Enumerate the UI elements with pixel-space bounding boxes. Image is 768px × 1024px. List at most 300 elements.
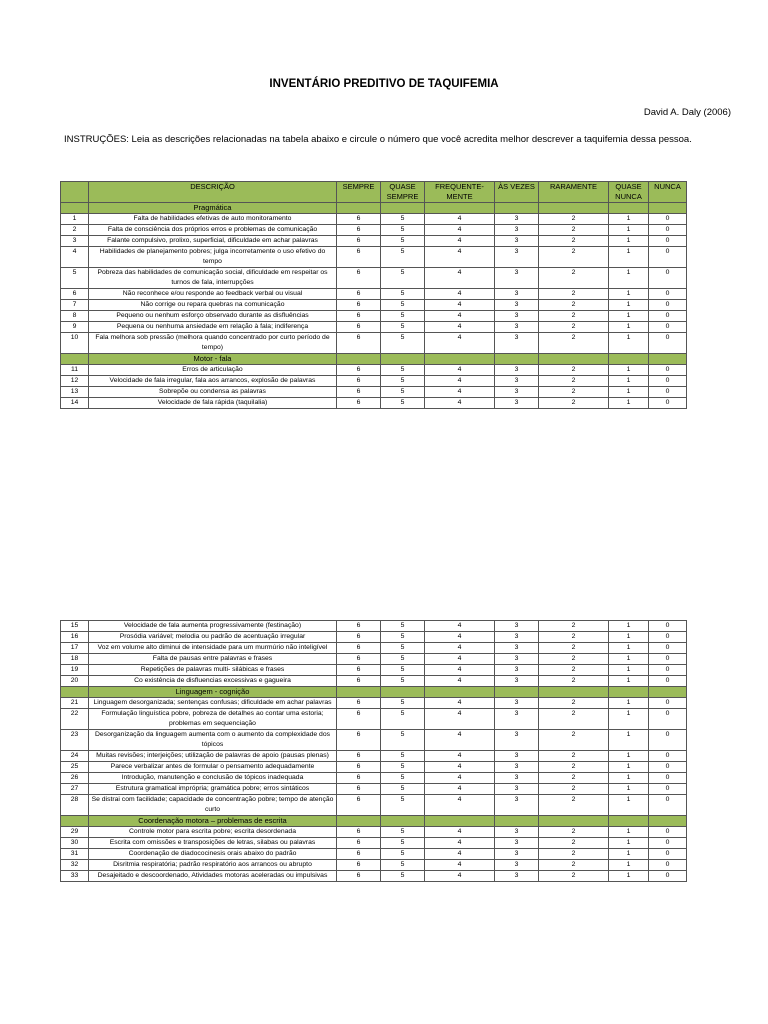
score-option[interactable]: 3 <box>495 643 539 654</box>
score-option[interactable]: 2 <box>539 214 609 225</box>
score-option[interactable]: 4 <box>425 698 495 709</box>
score-option[interactable]: 0 <box>649 225 687 236</box>
item-description: Co existência de disfluencias excessivas e gagueira <box>89 676 337 687</box>
score-option[interactable]: 3 <box>495 365 539 376</box>
score-option[interactable]: 0 <box>649 289 687 300</box>
score-option[interactable]: 6 <box>337 762 381 773</box>
score-option[interactable]: 5 <box>381 365 425 376</box>
score-option[interactable]: 3 <box>495 762 539 773</box>
score-option[interactable]: 0 <box>649 300 687 311</box>
score-option[interactable]: 6 <box>337 398 381 409</box>
score-option[interactable]: 0 <box>649 376 687 387</box>
score-option[interactable]: 5 <box>381 376 425 387</box>
table-row <box>61 289 687 300</box>
score-option[interactable]: 2 <box>539 654 609 665</box>
score-option[interactable]: 3 <box>495 632 539 643</box>
score-option[interactable]: 0 <box>649 676 687 687</box>
score-option[interactable]: 2 <box>539 676 609 687</box>
score-option[interactable]: 1 <box>609 621 649 632</box>
score-option[interactable]: 2 <box>539 376 609 387</box>
score-option[interactable]: 4 <box>425 751 495 762</box>
score-option[interactable]: 0 <box>649 311 687 322</box>
score-option[interactable]: 5 <box>381 730 425 751</box>
item-number: 25 <box>61 762 89 773</box>
section-spacer <box>381 816 425 827</box>
score-option[interactable]: 0 <box>649 709 687 730</box>
score-option[interactable]: 2 <box>539 333 609 354</box>
table-row <box>61 709 687 730</box>
score-option[interactable]: 0 <box>649 730 687 751</box>
score-option[interactable]: 6 <box>337 247 381 268</box>
score-option[interactable]: 0 <box>649 698 687 709</box>
score-option[interactable]: 6 <box>337 300 381 311</box>
score-option[interactable]: 3 <box>495 784 539 795</box>
item-description: Repetições de palavras multi- silábicas e frases <box>89 665 337 676</box>
table-row <box>61 300 687 311</box>
score-option[interactable]: 0 <box>649 762 687 773</box>
score-option[interactable]: 4 <box>425 376 495 387</box>
section-label: Motor - fala <box>89 354 337 365</box>
item-description: Desorganização da linguagem aumenta com o aumento da complexidade dos tópicos <box>89 730 337 751</box>
score-option[interactable]: 0 <box>649 838 687 849</box>
score-option[interactable]: 2 <box>539 773 609 784</box>
score-option[interactable]: 4 <box>425 860 495 871</box>
score-option[interactable]: 6 <box>337 214 381 225</box>
item-number: 23 <box>61 730 89 751</box>
item-number: 32 <box>61 860 89 871</box>
score-option[interactable]: 0 <box>649 322 687 333</box>
score-option[interactable]: 6 <box>337 751 381 762</box>
score-option[interactable]: 1 <box>609 376 649 387</box>
score-option[interactable]: 5 <box>381 773 425 784</box>
table-row <box>61 676 687 687</box>
score-option[interactable]: 2 <box>539 621 609 632</box>
score-option[interactable]: 1 <box>609 849 649 860</box>
score-option[interactable]: 6 <box>337 365 381 376</box>
table-row <box>61 225 687 236</box>
score-option[interactable]: 3 <box>495 236 539 247</box>
item-number: 33 <box>61 871 89 882</box>
section-label: Pragmática <box>89 203 337 214</box>
score-option[interactable]: 4 <box>425 214 495 225</box>
score-option[interactable]: 4 <box>425 827 495 838</box>
score-option[interactable]: 4 <box>425 709 495 730</box>
score-option[interactable]: 6 <box>337 643 381 654</box>
score-option[interactable]: 1 <box>609 643 649 654</box>
score-option[interactable]: 4 <box>425 784 495 795</box>
score-option[interactable]: 1 <box>609 871 649 882</box>
table-row <box>61 643 687 654</box>
score-option[interactable]: 5 <box>381 621 425 632</box>
score-option[interactable]: 6 <box>337 698 381 709</box>
section-spacer <box>61 354 89 365</box>
score-option[interactable]: 5 <box>381 236 425 247</box>
score-option[interactable]: 2 <box>539 784 609 795</box>
score-option[interactable]: 1 <box>609 654 649 665</box>
item-number: 1 <box>61 214 89 225</box>
item-description: Sobrepõe ou condensa as palavras <box>89 387 337 398</box>
score-option[interactable]: 0 <box>649 214 687 225</box>
item-number: 29 <box>61 827 89 838</box>
score-option[interactable]: 2 <box>539 698 609 709</box>
score-option[interactable]: 5 <box>381 398 425 409</box>
score-option[interactable]: 1 <box>609 365 649 376</box>
section-spacer <box>337 687 381 698</box>
score-option[interactable]: 0 <box>649 654 687 665</box>
score-option[interactable]: 3 <box>495 214 539 225</box>
score-option[interactable]: 4 <box>425 795 495 816</box>
score-option[interactable]: 0 <box>649 795 687 816</box>
item-description: Se distrai com facilidade; capacidade de concentração pobre; tempo de atenção curto <box>89 795 337 816</box>
score-option[interactable]: 3 <box>495 838 539 849</box>
item-description: Falta de habilidades efetivas de auto monitoramento <box>89 214 337 225</box>
score-option[interactable]: 6 <box>337 289 381 300</box>
score-option[interactable]: 6 <box>337 654 381 665</box>
score-option[interactable]: 6 <box>337 709 381 730</box>
section-spacer <box>609 816 649 827</box>
score-option[interactable]: 0 <box>649 365 687 376</box>
score-option[interactable]: 2 <box>539 398 609 409</box>
score-option[interactable]: 2 <box>539 871 609 882</box>
score-option[interactable]: 1 <box>609 860 649 871</box>
score-option[interactable]: 0 <box>649 236 687 247</box>
score-option[interactable]: 1 <box>609 709 649 730</box>
score-option[interactable]: 6 <box>337 730 381 751</box>
score-option[interactable]: 0 <box>649 643 687 654</box>
score-option[interactable]: 0 <box>649 665 687 676</box>
item-description: Introdução, manutenção e conclusão de tópicos inadequada <box>89 773 337 784</box>
score-option[interactable]: 1 <box>609 247 649 268</box>
score-option[interactable]: 2 <box>539 300 609 311</box>
item-description: Controle motor para escrita pobre; escrita desordenada <box>89 827 337 838</box>
score-option[interactable]: 3 <box>495 398 539 409</box>
score-option[interactable]: 2 <box>539 289 609 300</box>
score-option[interactable]: 4 <box>425 665 495 676</box>
score-option[interactable]: 3 <box>495 247 539 268</box>
score-option[interactable]: 1 <box>609 387 649 398</box>
score-option[interactable]: 6 <box>337 322 381 333</box>
score-option[interactable]: 4 <box>425 300 495 311</box>
score-option[interactable]: 6 <box>337 387 381 398</box>
score-option[interactable]: 0 <box>649 632 687 643</box>
inventory-table-part-2 <box>60 620 687 882</box>
section-label: Linguagem - cognição <box>89 687 337 698</box>
score-option[interactable]: 6 <box>337 871 381 882</box>
score-option[interactable]: 1 <box>609 214 649 225</box>
score-option[interactable]: 2 <box>539 387 609 398</box>
score-option[interactable]: 4 <box>425 225 495 236</box>
score-option[interactable]: 1 <box>609 665 649 676</box>
score-option[interactable]: 2 <box>539 751 609 762</box>
section-spacer <box>649 816 687 827</box>
score-option[interactable]: 4 <box>425 322 495 333</box>
score-option[interactable]: 6 <box>337 784 381 795</box>
score-option[interactable]: 4 <box>425 871 495 882</box>
score-option[interactable]: 3 <box>495 676 539 687</box>
item-description: Formulação linguística pobre, pobreza de detalhes ao contar uma estoria; problemas em sequenciação <box>89 709 337 730</box>
section-spacer <box>609 354 649 365</box>
section-spacer <box>649 203 687 214</box>
score-option[interactable]: 6 <box>337 773 381 784</box>
score-option[interactable]: 5 <box>381 838 425 849</box>
score-option[interactable]: 1 <box>609 676 649 687</box>
score-option[interactable]: 2 <box>539 632 609 643</box>
score-option[interactable]: 1 <box>609 762 649 773</box>
item-number: 18 <box>61 654 89 665</box>
score-option[interactable]: 1 <box>609 632 649 643</box>
score-option[interactable]: 1 <box>609 333 649 354</box>
score-option[interactable]: 0 <box>649 751 687 762</box>
score-option[interactable]: 3 <box>495 311 539 322</box>
score-option[interactable]: 4 <box>425 247 495 268</box>
score-option[interactable]: 1 <box>609 289 649 300</box>
table-row <box>61 322 687 333</box>
score-option[interactable]: 5 <box>381 225 425 236</box>
score-option[interactable]: 2 <box>539 365 609 376</box>
score-option[interactable]: 1 <box>609 784 649 795</box>
score-option[interactable]: 4 <box>425 654 495 665</box>
score-option[interactable]: 6 <box>337 795 381 816</box>
score-option[interactable]: 3 <box>495 698 539 709</box>
score-option[interactable]: 3 <box>495 300 539 311</box>
score-option[interactable]: 3 <box>495 654 539 665</box>
score-option[interactable]: 5 <box>381 214 425 225</box>
table-row <box>61 795 687 816</box>
score-option[interactable]: 4 <box>425 289 495 300</box>
score-option[interactable]: 2 <box>539 827 609 838</box>
score-option[interactable]: 3 <box>495 795 539 816</box>
score-option[interactable]: 3 <box>495 289 539 300</box>
score-option[interactable]: 5 <box>381 751 425 762</box>
score-option[interactable]: 6 <box>337 838 381 849</box>
score-option[interactable]: 5 <box>381 709 425 730</box>
score-option[interactable]: 4 <box>425 773 495 784</box>
score-option[interactable]: 0 <box>649 247 687 268</box>
score-option[interactable]: 5 <box>381 333 425 354</box>
score-option[interactable]: 4 <box>425 365 495 376</box>
section-spacer <box>381 203 425 214</box>
score-option[interactable]: 5 <box>381 698 425 709</box>
score-option[interactable]: 6 <box>337 860 381 871</box>
item-number: 28 <box>61 795 89 816</box>
table-header-row <box>61 182 687 203</box>
section-spacer <box>381 687 425 698</box>
section-spacer <box>425 203 495 214</box>
score-option[interactable]: 0 <box>649 333 687 354</box>
score-option[interactable]: 0 <box>649 398 687 409</box>
score-option[interactable]: 1 <box>609 398 649 409</box>
score-option[interactable]: 3 <box>495 730 539 751</box>
score-option[interactable]: 5 <box>381 676 425 687</box>
score-option[interactable]: 6 <box>337 676 381 687</box>
score-option[interactable]: 3 <box>495 376 539 387</box>
score-option[interactable]: 5 <box>381 784 425 795</box>
score-option[interactable]: 0 <box>649 849 687 860</box>
score-option[interactable]: 0 <box>649 871 687 882</box>
score-option[interactable]: 1 <box>609 225 649 236</box>
score-option[interactable]: 5 <box>381 643 425 654</box>
table-row <box>61 654 687 665</box>
score-option[interactable]: 5 <box>381 871 425 882</box>
score-option[interactable]: 2 <box>539 709 609 730</box>
score-option[interactable]: 2 <box>539 795 609 816</box>
score-option[interactable]: 6 <box>337 665 381 676</box>
score-option[interactable]: 4 <box>425 621 495 632</box>
header-sempre: SEMPRE <box>337 182 381 203</box>
header-nunca: NUNCA <box>649 182 687 203</box>
score-option[interactable]: 6 <box>337 268 381 289</box>
score-option[interactable]: 3 <box>495 387 539 398</box>
item-number: 20 <box>61 676 89 687</box>
score-option[interactable]: 3 <box>495 871 539 882</box>
score-option[interactable]: 4 <box>425 643 495 654</box>
table-row <box>61 268 687 289</box>
score-option[interactable]: 5 <box>381 849 425 860</box>
score-option[interactable]: 6 <box>337 311 381 322</box>
section-spacer <box>609 203 649 214</box>
score-option[interactable]: 0 <box>649 784 687 795</box>
table-row <box>61 871 687 882</box>
score-option[interactable]: 4 <box>425 236 495 247</box>
score-option[interactable]: 1 <box>609 311 649 322</box>
score-option[interactable]: 4 <box>425 676 495 687</box>
score-option[interactable]: 4 <box>425 268 495 289</box>
score-option[interactable]: 0 <box>649 773 687 784</box>
score-option[interactable]: 0 <box>649 268 687 289</box>
score-option[interactable]: 6 <box>337 827 381 838</box>
score-option[interactable]: 0 <box>649 827 687 838</box>
score-option[interactable]: 4 <box>425 398 495 409</box>
score-option[interactable]: 1 <box>609 322 649 333</box>
table-row <box>61 665 687 676</box>
table-row <box>61 784 687 795</box>
score-option[interactable]: 3 <box>495 709 539 730</box>
table-row <box>61 247 687 268</box>
score-option[interactable]: 5 <box>381 665 425 676</box>
score-option[interactable]: 3 <box>495 849 539 860</box>
score-option[interactable]: 1 <box>609 698 649 709</box>
score-option[interactable]: 2 <box>539 730 609 751</box>
table-row <box>61 621 687 632</box>
score-option[interactable]: 1 <box>609 751 649 762</box>
score-option[interactable]: 6 <box>337 333 381 354</box>
score-option[interactable]: 6 <box>337 376 381 387</box>
score-option[interactable]: 0 <box>649 387 687 398</box>
score-option[interactable]: 5 <box>381 322 425 333</box>
score-option[interactable]: 2 <box>539 838 609 849</box>
item-number: 6 <box>61 289 89 300</box>
score-option[interactable]: 1 <box>609 827 649 838</box>
score-option[interactable]: 2 <box>539 665 609 676</box>
table-row <box>61 333 687 354</box>
score-option[interactable]: 3 <box>495 827 539 838</box>
score-option[interactable]: 5 <box>381 860 425 871</box>
score-option[interactable]: 3 <box>495 225 539 236</box>
score-option[interactable]: 4 <box>425 387 495 398</box>
score-option[interactable]: 4 <box>425 632 495 643</box>
score-option[interactable]: 2 <box>539 311 609 322</box>
score-option[interactable]: 2 <box>539 268 609 289</box>
score-option[interactable]: 3 <box>495 322 539 333</box>
section-spacer <box>539 687 609 698</box>
score-option[interactable]: 1 <box>609 236 649 247</box>
item-number: 9 <box>61 322 89 333</box>
score-option[interactable]: 4 <box>425 849 495 860</box>
score-option[interactable]: 1 <box>609 773 649 784</box>
score-option[interactable]: 6 <box>337 632 381 643</box>
score-option[interactable]: 2 <box>539 643 609 654</box>
score-option[interactable]: 4 <box>425 838 495 849</box>
score-option[interactable]: 3 <box>495 621 539 632</box>
score-option[interactable]: 2 <box>539 236 609 247</box>
score-option[interactable]: 2 <box>539 225 609 236</box>
instructions-text: INSTRUÇÕES: Leia as descrições relacionadas na tabela abaixo e circule o número que você acredita melhor descrever a taquifemia dessa pessoa. <box>64 134 692 145</box>
score-option[interactable]: 5 <box>381 311 425 322</box>
score-option[interactable]: 2 <box>539 860 609 871</box>
score-option[interactable]: 3 <box>495 665 539 676</box>
score-option[interactable]: 4 <box>425 762 495 773</box>
header-raramente: RARAMENTE <box>539 182 609 203</box>
score-option[interactable]: 2 <box>539 322 609 333</box>
item-description: Falante compulsivo, prolixo, superficial, dificuldade em achar palavras <box>89 236 337 247</box>
item-number: 16 <box>61 632 89 643</box>
score-option[interactable]: 3 <box>495 860 539 871</box>
score-option[interactable]: 5 <box>381 762 425 773</box>
score-option[interactable]: 2 <box>539 247 609 268</box>
item-description: Coordenação de diadococinesis orais abaixo do padrão <box>89 849 337 860</box>
score-option[interactable]: 1 <box>609 300 649 311</box>
inventory-table-part-1 <box>60 181 687 409</box>
score-option[interactable]: 3 <box>495 751 539 762</box>
item-description: Não corrige ou repara quebras na comunicação <box>89 300 337 311</box>
score-option[interactable]: 6 <box>337 849 381 860</box>
score-option[interactable]: 5 <box>381 827 425 838</box>
score-option[interactable]: 5 <box>381 289 425 300</box>
score-option[interactable]: 3 <box>495 333 539 354</box>
score-option[interactable]: 6 <box>337 621 381 632</box>
score-option[interactable]: 5 <box>381 268 425 289</box>
score-option[interactable]: 0 <box>649 860 687 871</box>
table-row <box>61 849 687 860</box>
header-description: DESCRIÇÃO <box>89 182 337 203</box>
score-option[interactable]: 5 <box>381 247 425 268</box>
score-option[interactable]: 1 <box>609 268 649 289</box>
item-number: 11 <box>61 365 89 376</box>
score-option[interactable]: 6 <box>337 236 381 247</box>
score-option[interactable]: 3 <box>495 268 539 289</box>
score-option[interactable]: 5 <box>381 654 425 665</box>
score-option[interactable]: 5 <box>381 387 425 398</box>
score-option[interactable]: 5 <box>381 300 425 311</box>
item-number: 22 <box>61 709 89 730</box>
score-option[interactable]: 4 <box>425 333 495 354</box>
score-option[interactable]: 3 <box>495 773 539 784</box>
score-option[interactable]: 4 <box>425 311 495 322</box>
score-option[interactable]: 4 <box>425 730 495 751</box>
score-option[interactable]: 0 <box>649 621 687 632</box>
score-option[interactable]: 1 <box>609 730 649 751</box>
score-option[interactable]: 1 <box>609 838 649 849</box>
score-option[interactable]: 2 <box>539 849 609 860</box>
score-option[interactable]: 6 <box>337 225 381 236</box>
score-option[interactable]: 1 <box>609 795 649 816</box>
score-option[interactable]: 5 <box>381 795 425 816</box>
score-option[interactable]: 5 <box>381 632 425 643</box>
table-row <box>61 214 687 225</box>
section-spacer <box>61 816 89 827</box>
score-option[interactable]: 2 <box>539 762 609 773</box>
item-number: 24 <box>61 751 89 762</box>
